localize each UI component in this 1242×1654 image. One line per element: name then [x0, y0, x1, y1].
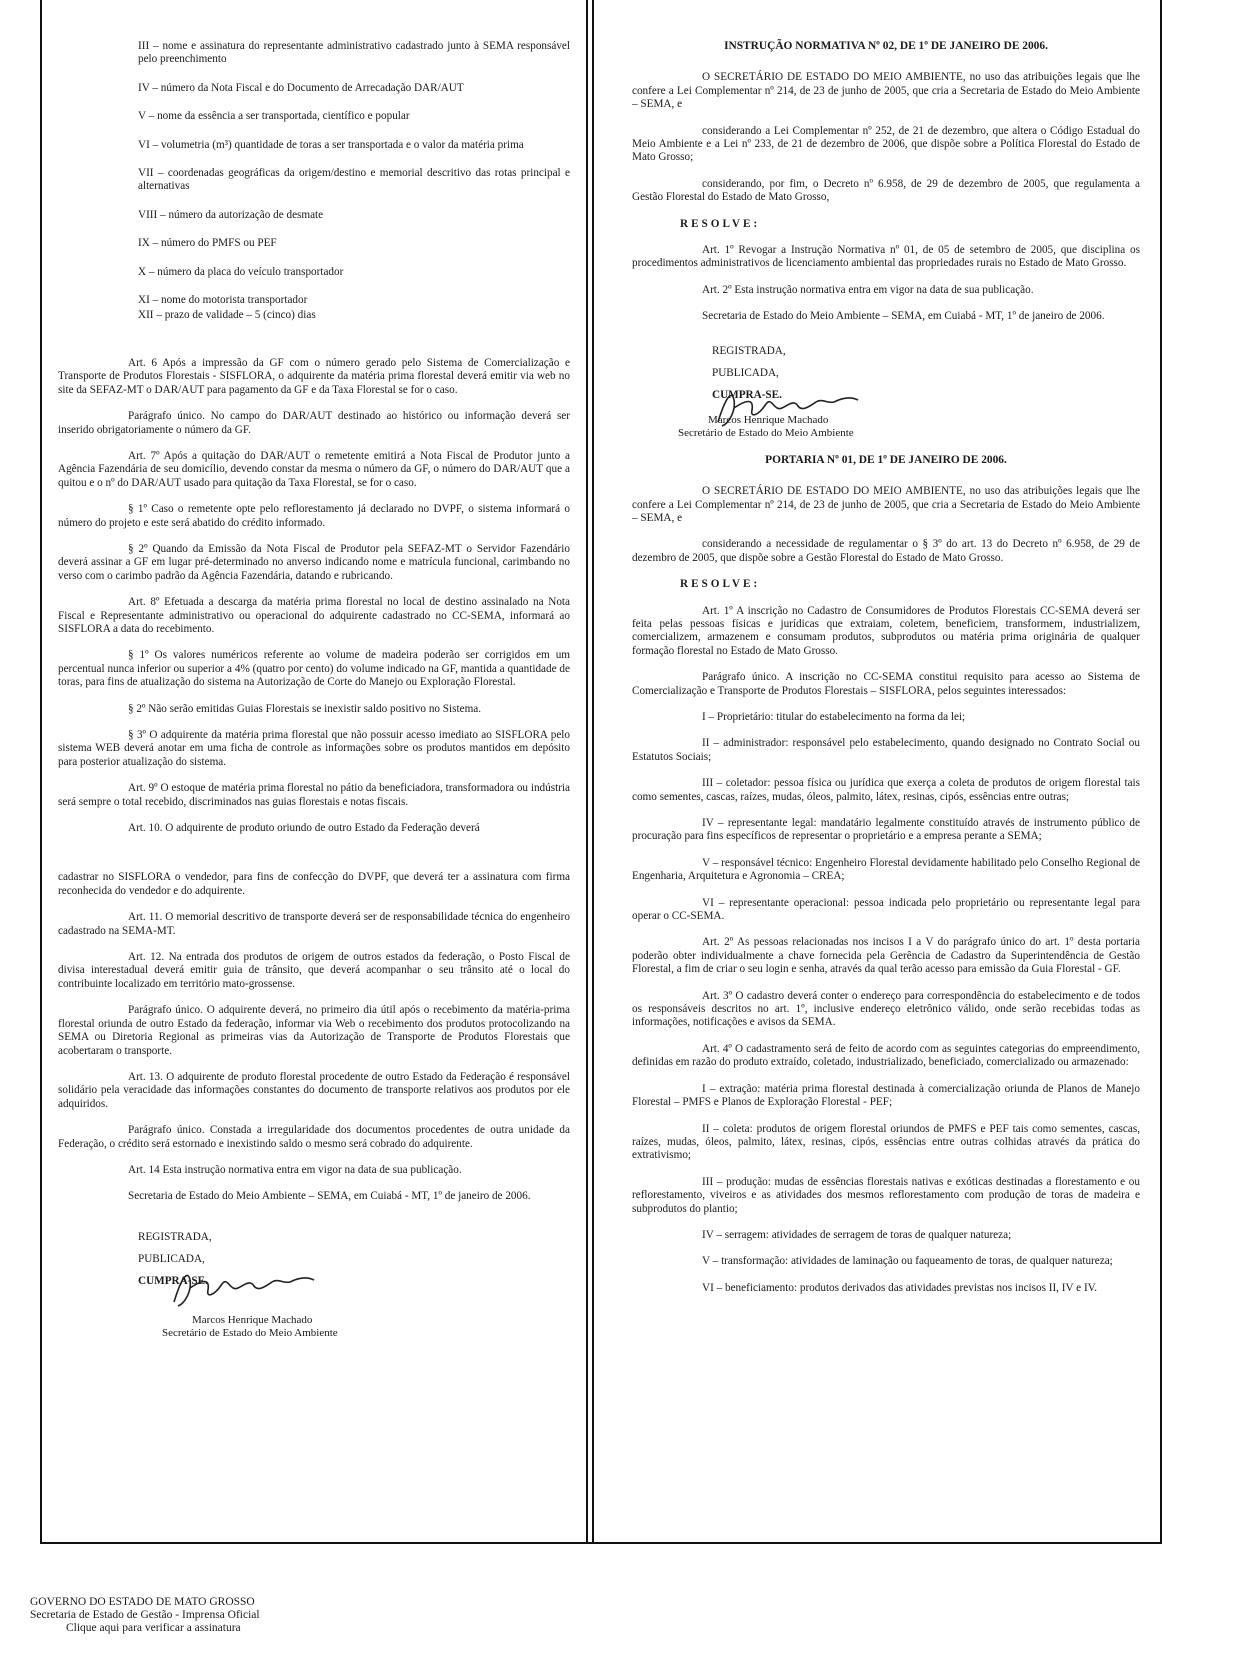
signer-title: Secretário de Estado do Meio Ambiente	[678, 426, 854, 439]
signer-name: Marcos Henrique Machado	[708, 413, 829, 426]
article-paragraph: Art. 12. Na entrada dos produtos de origem de outros estados da federação, o Posto Fiscal de divisa interestadual deverá emitir guia de trânsito, que deverá acompanhar o seu trânsito até o local do contribuinte localizado em território mato-grossense.	[58, 951, 570, 990]
article-paragraph: V – responsável técnico: Engenheiro Florestal devidamente habilitado pelo Conselho Regional de Engenharia, Arquitetura e Agronomia – CREA;	[632, 856, 1140, 883]
article-paragraph: Art. 8º Efetuada a descarga da matéria prima florestal no local de destino assinalado na Nota Fiscal e Representante administrativo ou operacional do adquirente cadastrado no CC-SEMA, informará ao SISFLORA a data do recebimento.	[58, 596, 570, 635]
list-item: XI – nome do motorista transportador	[138, 294, 308, 307]
right-column	[632, 40, 1140, 1308]
article-paragraph: Art. 9º O estoque de matéria prima florestal no pátio da beneficiadora, transformadora ou indústria será sempre o total recebido, discriminados nas guias florestais e notas fiscais.	[58, 782, 570, 808]
footer	[30, 1596, 260, 1635]
left-border	[40, 0, 42, 1544]
article-paragraph: IV – representante legal: mandatário legalmente constituído através de instrumento público de procuração para fins específicos de representar o proprietário e a empresa perante a SEMA;	[632, 817, 1140, 843]
closing-line: REGISTRADA,	[138, 1230, 212, 1243]
closing-line: PUBLICADA,	[138, 1252, 205, 1265]
article-paragraph: § 1º Os valores numéricos referente ao volume de madeira poderão ser corrigidos em um percentual nunca inferior ou superior a 4% (quatro por cento) do volume indicado na GF, mantida a quantidade de toras, para fins de atualização do sistema na Autorização de Corte do Manejo ou Exploração Florestal.	[58, 649, 570, 689]
verify-signature-link[interactable]: Clique aqui para verificar a assinatura	[66, 1622, 241, 1634]
article-paragraph: Art. 1º A inscrição no Cadastro de Consumidores de Produtos Florestais CC-SEMA deverá ser feita pelas pessoas físicas e jurídicas que extraiam, coletem, beneficiem, transformem, industrializem, comercializem, armazenem e consumam produtos, subprodutos ou matéria prima originária de qualquer formação florestal no Estado de Mato Grosso.	[632, 604, 1140, 657]
article-paragraph: II – coleta: produtos de origem florestal oriundos de PMFS e PEF tais como sementes, cascas, raízes, mudas, óleos, palmito, látex, resinas, cipós, essências entre outras colhidas através da prática do extrativismo;	[632, 1122, 1140, 1162]
article-paragraph: Art. 13. O adquirente de produto florestal procedente de outro Estado da Federação é responsável solidário pela veracidade das informações constantes do documento de transporte relativos aos produtos por ele adquiridos.	[58, 1070, 570, 1110]
list-item: X – número da placa do veículo transportador	[138, 265, 344, 278]
article-paragraph: § 2º Não serão emitidas Guias Florestais se inexistir saldo positivo no Sistema.	[128, 702, 482, 715]
closing-line: REGISTRADA,	[712, 344, 786, 357]
list-item: V – nome da essência a ser transportada, científico e popular	[138, 110, 410, 123]
article-paragraph: considerando, por fim, o Decreto nº 6.958, de 29 de dezembro de 2005, que regulamenta a Gestão Florestal do Estado de Mato Grosso,	[632, 177, 1140, 204]
list-item: IV – número da Nota Fiscal e do Documento de Arrecadação DAR/AUT	[138, 81, 464, 94]
footer-government: GOVERNO DO ESTADO DE MATO GROSSO	[30, 1596, 255, 1608]
article-paragraph: Secretaria de Estado do Meio Ambiente – SEMA, em Cuiabá - MT, 1º de janeiro de 2006.	[702, 310, 1105, 323]
article-paragraph: O SECRETÁRIO DE ESTADO DO MEIO AMBIENTE, no uso das atribuições legais que lhe confere a Lei Complementar nº 214, de 23 de junho de 2005, que cria a Secretaria de Estado do Meio Ambiente – SEMA, e	[632, 71, 1140, 111]
article-paragraph: Art. 6 Após a impressão da GF com o número gerado pelo Sistema de Comercialização e Transporte de Produtos Florestais - SISFLORA, o adquirente da matéria prima florestal deverá emitir via web no site da SEFAZ-MT o DAR/AUT para pagamento da GF e da Taxa Florestal se for o caso.	[58, 356, 570, 396]
article-paragraph: § 2º Quando da Emissão da Nota Fiscal de Produtor pela SEFAZ-MT o Servidor Fazendário deverá assinar a GF em lugar pré-determinado no anverso indicando nome e matrícula funcional, carimbando no verso com o carimbo padrão da Agência Fazendária, datando e rubricando.	[58, 542, 570, 582]
bottom-border	[40, 1542, 1162, 1544]
article-paragraph: considerando a Lei Complementar nº 252, de 21 de dezembro, que altera o Código Estadual do Meio Ambiente e a Lei nº 233, de 21 de dezembro de 2006, que dispõe sobre a Política Florestal do Estado de Mato Grosso;	[632, 124, 1140, 164]
article-paragraph: Secretaria de Estado do Meio Ambiente – SEMA, em Cuiabá - MT, 1º de janeiro de 2006.	[128, 1190, 531, 1203]
closing-line: CUMPRA-SE.	[712, 388, 782, 401]
right-border	[1160, 0, 1162, 1544]
resolve-heading: RESOLVE:	[680, 578, 761, 591]
article-paragraph: Art. 1º Revogar a Instrução Normativa nº 01, de 05 de setembro de 2005, que disciplina os procedimentos administrativos de licenciamento ambiental das propriedades rurais no Estado de Mato Grosso.	[632, 244, 1140, 270]
article-paragraph: IV – serragem: atividades de serragem de toras de qualquer natureza;	[702, 1228, 1012, 1241]
resolve-heading: RESOLVE:	[680, 217, 761, 230]
article-paragraph: Art. 10. O adquirente de produto oriundo de outro Estado da Federação deverá	[128, 822, 480, 835]
heading-instrucao-normativa: INSTRUÇÃO NORMATIVA Nº 02, DE 1º DE JANEIRO DE 2006.	[724, 40, 1048, 52]
article-paragraph: considerando a necessidade de regulamentar o § 3º do art. 13 do Decreto nº 6.958, de 29 de dezembro de 2005, que dispõe sobre a Gestão Florestal do Estado de Mato Grosso.	[632, 538, 1140, 564]
article-paragraph: V – transformação: atividades de laminação ou faqueamento de toras, de qualquer natureza;	[702, 1255, 1113, 1268]
article-paragraph: Art. 4º O cadastramento será de feito de acordo com as seguintes categorias do empreendimento, definidas em razão do produto extraído, coletado, industrializado, beneficiado, comercializado ou armazenado:	[632, 1042, 1140, 1069]
list-item: VII – coordenadas geográficas da origem/destino e memorial descritivo das rotas principal e alternativas	[138, 167, 570, 193]
article-paragraph: VI – representante operacional: pessoa indicada pelo proprietário ou representante legal para operar o CC-SEMA.	[632, 896, 1140, 923]
list-item: VI – volumetria (m³) quantidade de toras a ser transportada e o valor da matéria prima	[138, 138, 524, 151]
article-paragraph: Art. 3º O cadastro deverá conter o endereço para correspondência do estabelecimento e de todos os responsáveis descritos no art. 1º, inclusive endereço eletrônico válido, onde serão recebidas todas as informações, notificações e avisos da SEMA.	[632, 989, 1140, 1029]
closing-block	[632, 340, 1140, 406]
heading-portaria: PORTARIA Nº 01, DE 1º DE JANEIRO DE 2006.	[765, 453, 1007, 466]
signature-block	[58, 1292, 570, 1344]
article-paragraph: Parágrafo único. A inscrição no CC-SEMA constitui requisito para acesso ao Sistema de Comercialização e Transporte de Produtos Florestais – SISFLORA, pelos seguintes interessados:	[632, 671, 1140, 697]
article-paragraph: Parágrafo único. No campo do DAR/AUT destinado ao histórico ou informação deverá ser inserido obrigatoriamente o número da GF.	[58, 410, 570, 436]
column-divider-right	[592, 0, 594, 1544]
article-paragraph: Parágrafo único. O adquirente deverá, no primeiro dia útil após o recebimento da matéria-prima florestal oriunda de outro Estado da federação, informar via Web o recebimento dos produtos protocolizando na SEMA ou Diretoria Regional as primeiras vias da Autorização de Transporte de Produtos Florestais que acobertaram o transporte.	[58, 1004, 570, 1057]
article-paragraph: Parágrafo único. Constada a irregularidade dos documentos procedentes de outra unidade da Federação, o crédito será estornado e inexistindo saldo o mesmo será cobrado do adquirente.	[58, 1124, 570, 1150]
list-item: XII – prazo de validade – 5 (cinco) dias	[138, 309, 316, 322]
article-paragraph: Art. 7º Após a quitação do DAR/AUT o remetente emitirá a Nota Fiscal de Produtor junto a Agência Fazendária de seu domicílio, devendo constar da mesma o número da GF, o número do DAR/AUT que a quitou e o nº do DAR/AUT usado para quitação da Taxa Florestal, se for o caso.	[58, 449, 570, 489]
article-paragraph: cadastrar no SISFLORA o vendedor, para fins de confecção do DVPF, que deverá ter a assinatura com firma reconhecida do vendedor e do adquirente.	[58, 871, 570, 897]
list-item: VIII – número da autorização de desmate	[138, 208, 324, 221]
article-paragraph: VI – beneficiamento: produtos derivados das atividades previstas nos incisos II, IV e IV.	[702, 1281, 1098, 1294]
article-paragraph: III – coletador: pessoa física ou jurídica que exerça a coleta de produtos de origem florestal tais como sementes, cascas, raízes, mudas, óleos, palmito, látex, resinas, cipós, essências entre outras;	[632, 777, 1140, 803]
signer-name: Marcos Henrique Machado	[192, 1313, 313, 1326]
article-paragraph: I – Proprietário: titular do estabelecimento na forma da lei;	[702, 710, 966, 723]
left-column	[58, 40, 570, 1344]
signer-title: Secretário de Estado do Meio Ambiente	[162, 1326, 338, 1339]
list-item: IX – número do PMFS ou PEF	[138, 237, 277, 250]
signature-block	[632, 406, 1140, 450]
article-paragraph: II – administrador: responsável pelo estabelecimento, quando designado no Contrato Social ou Estatutos Sociais;	[632, 737, 1140, 763]
article-paragraph: § 3º O adquirente da matéria prima florestal que não possuir acesso imediato ao SISFLORA pelo sistema WEB deverá anotar em uma ficha de controle as informações sobre os produtos mantidos em depósito para posterior atualização do sistema.	[58, 729, 570, 768]
article-paragraph: O SECRETÁRIO DE ESTADO DO MEIO AMBIENTE, no uso das atribuições legais que lhe confere a Lei Complementar nº 214, de 23 de junho de 2005, que cria a Secretaria de Estado do Meio Ambiente – SEMA, e	[632, 485, 1140, 524]
list-item: III – nome e assinatura do representante administrativo cadastrado junto à SEMA responsável pelo preenchimento	[138, 40, 570, 66]
closing-line: PUBLICADA,	[712, 366, 779, 379]
column-divider-left	[586, 0, 588, 1544]
signature-image	[168, 1266, 318, 1310]
signer-info	[162, 1314, 338, 1340]
closing-line: CUMPRA-SE.	[138, 1274, 208, 1287]
article-paragraph: Art. 2º Esta instrução normativa entra em vigor na data de sua publicação.	[702, 283, 1034, 296]
article-paragraph: Art. 11. O memorial descritivo de transporte deverá ser de responsabilidade técnica do engenheiro cadastrado na SEMA-MT.	[58, 911, 570, 937]
article-paragraph: § 1º Caso o remetente opte pelo reflorestamento já declarado no DVPF, o sistema informará o número do projeto e este será abatido do crédito informado.	[58, 503, 570, 529]
signer-info	[678, 414, 854, 440]
article-paragraph: III – produção: mudas de essências florestais nativas e exóticas destinadas a florestamento e ou reflorestamento, viveiros e as atividades dos mesmos reflorestamento com produção de toras de madeira e subprodutos do plantio;	[632, 1175, 1140, 1215]
article-paragraph: Art. 14 Esta instrução normativa entra em vigor na data de sua publicação.	[128, 1163, 462, 1176]
article-paragraph: I – extração: matéria prima florestal destinada à comercialização oriunda de Planos de Manejo Florestal – PMFS e Planos de Exploração Florestal - PEF;	[632, 1082, 1140, 1109]
article-paragraph: Art. 2º As pessoas relacionadas nos incisos I a V do parágrafo único do art. 1º desta portaria poderão obter individualmente a chave fornecida pela Gerência de Cadastro da Superintendência de Gestão Florestal, a fim de criar o seu login e senha, através da qual terão acesso para emissão da Guia Florestal - GF.	[632, 936, 1140, 976]
footer-secretaria: Secretaria de Estado de Gestão - Imprensa Oficial	[30, 1609, 260, 1621]
